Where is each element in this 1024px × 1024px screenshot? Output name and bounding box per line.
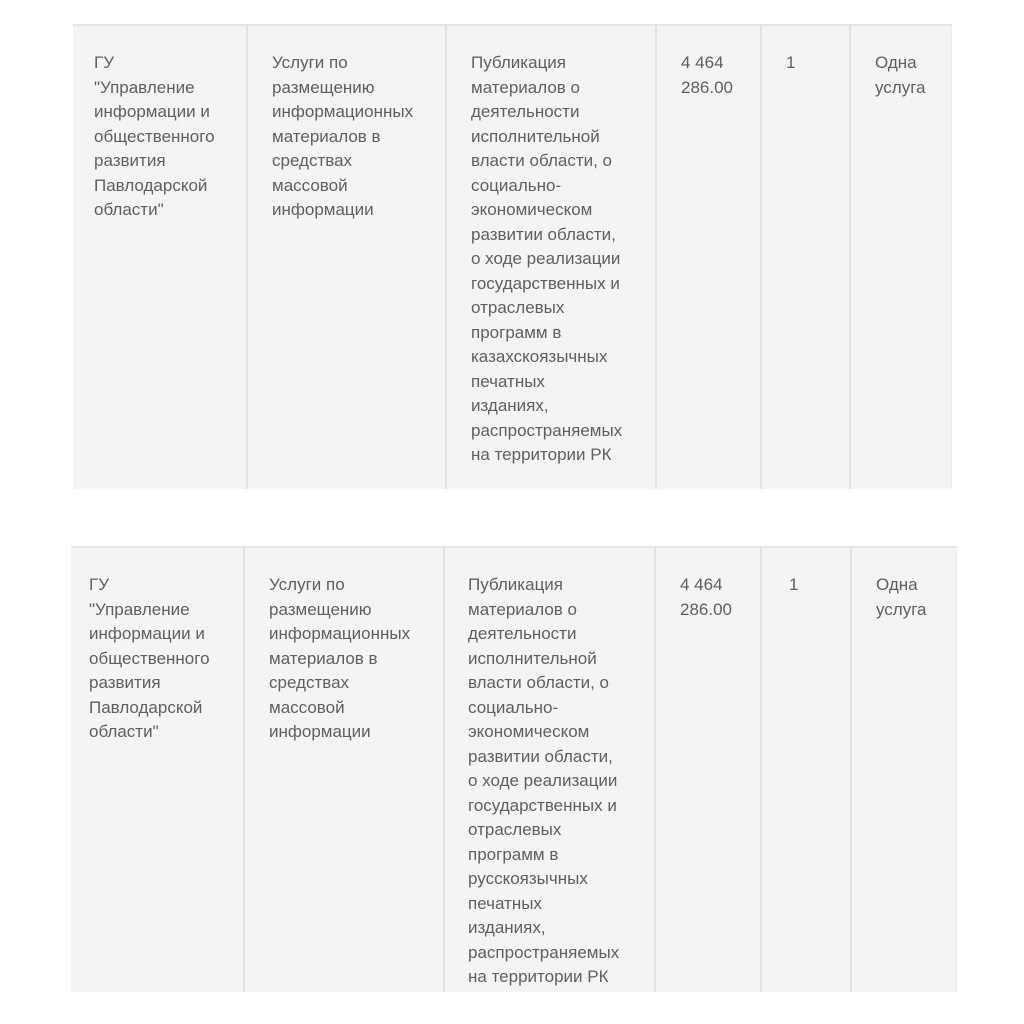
customer-cell xyxy=(71,547,244,992)
customer-cell xyxy=(73,25,247,489)
procurement-row-2 xyxy=(71,546,957,992)
quantity-cell xyxy=(761,547,851,992)
amount-text: 4 464 286.00 xyxy=(680,575,732,619)
service-cell xyxy=(244,547,444,992)
quantity-text: 1 xyxy=(789,575,799,594)
quantity-cell xyxy=(761,25,850,489)
description-text: Публикация материалов о деятельности исполнительной власти области, о социально- экономическом развитии области, о ходе реализации государственных и отраслевых программ в казахскоязычных печатных изданиях, распространяемых на территории РК xyxy=(471,53,623,464)
amount-cell xyxy=(655,547,761,992)
description-text: Публикация материалов о деятельности исполнительной власти области, о социально- экономическом развитии области, о ходе реализации государственных и отраслевых программ в русскоязычных печатных изданиях, распространяемых на территории РК xyxy=(468,575,620,986)
service-text: Услуги по размещению информационных материалов в средствах массовой информации xyxy=(269,575,411,741)
description-cell xyxy=(446,25,656,489)
amount-text: 4 464 286.00 xyxy=(681,53,733,97)
amount-cell xyxy=(656,25,761,489)
unit-text: Одна услуга xyxy=(875,53,926,97)
quantity-text: 1 xyxy=(786,53,796,72)
unit-text: Одна услуга xyxy=(876,575,927,619)
service-cell xyxy=(247,25,446,489)
customer-text: ГУ "Управление информации и общественного развития Павлодарской области" xyxy=(94,53,215,219)
description-cell xyxy=(444,547,655,992)
table-row xyxy=(71,547,956,992)
unit-cell xyxy=(850,25,951,489)
table-row xyxy=(73,25,951,489)
unit-cell xyxy=(851,547,956,992)
procurement-row-1 xyxy=(73,24,952,489)
customer-text: ГУ "Управление информации и общественного развития Павлодарской области" xyxy=(89,575,210,741)
service-text: Услуги по размещению информационных материалов в средствах массовой информации xyxy=(272,53,414,219)
